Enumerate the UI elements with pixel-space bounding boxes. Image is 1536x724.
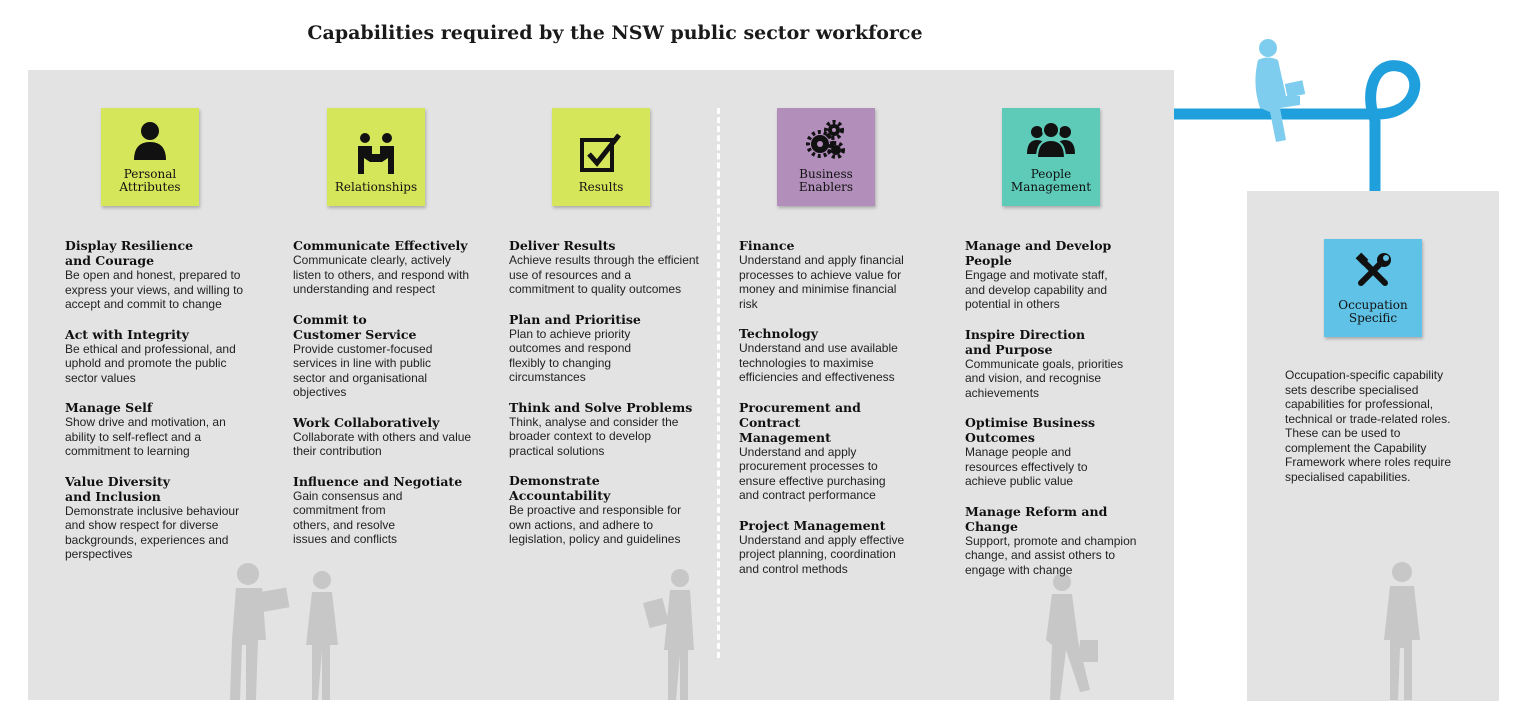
capability-title: Manage Reform and Change (965, 503, 1108, 534)
capability-title: Technology (739, 326, 819, 341)
tile-label: Business Enablers (798, 167, 854, 194)
capability-description: Achieve results through the efficient use of resources and a commitment to quality outcomes (509, 253, 699, 296)
capability-description: Manage people and resources effectively to achieve public value (965, 445, 1088, 488)
capability-title: Procurement and Contract Management (739, 399, 861, 445)
capability-description: Communicate clearly, actively listen to others, and respond with understanding and respect (293, 253, 470, 296)
tile-relationships (327, 108, 425, 206)
capability-description: Gain consensus and commitment from others, and resolve issues and conflicts (293, 488, 403, 546)
capability-title: Inspire Direction and Purpose (965, 326, 1086, 357)
capability-description: Be open and honest, prepared to express your views, and willing to accept and commit to change (65, 268, 244, 311)
tile-label: Relationships (334, 180, 418, 194)
capability-description: Understand and apply procurement processes to ensure effective purchasing and contract performance (739, 444, 886, 502)
capability-title: Demonstrate Accountability (509, 473, 611, 503)
tile-label: Occupation Specific (1338, 298, 1408, 325)
capability-item (65, 327, 245, 386)
capability-description: Provide customer-focused services in line with public sector and organisational objectives (293, 341, 433, 399)
tile-people-management (1002, 108, 1100, 206)
occupation-specific-description: Occupation-specific capability sets describe specialised capabilities for professional, technical or trade-related roles. These can be used to complement the Capability Framework where roles require specialised capabilities. (1285, 368, 1452, 484)
tile-business-enablers (777, 108, 875, 206)
capability-item (293, 415, 475, 459)
capability-title: Deliver Results (509, 238, 616, 253)
capability-title: Optimise Business Outcomes (965, 415, 1096, 445)
capability-description: Understand and use available technologies to maximise efficiencies and effectiveness (739, 341, 898, 384)
tile-results (552, 108, 650, 206)
page-title: Capabilities required by the NSW public sector workforce (307, 22, 923, 44)
column-business-enablers (739, 238, 919, 591)
capability-item (509, 400, 699, 459)
capability-description: Support, promote and champion change, and assist others to engage with change (965, 533, 1137, 577)
capability-item (739, 326, 919, 385)
capability-title: Finance (739, 238, 795, 253)
silhouette-woman (306, 571, 338, 700)
silhouette-woman-reading (643, 569, 694, 700)
group-icon (1027, 116, 1075, 164)
silhouette-walking-person (1046, 573, 1098, 700)
capability-title: Project Management (739, 517, 886, 533)
capability-item (739, 518, 919, 577)
capability-item (965, 327, 1155, 401)
capability-item (293, 312, 475, 400)
silhouette-man-with-folder (230, 563, 290, 700)
capability-title: Think and Solve Problems (509, 399, 693, 415)
gears-icon (802, 116, 850, 164)
capability-description: Understand and apply effective project planning, coordination and control methods (739, 532, 905, 576)
person-icon (126, 116, 174, 164)
silhouette-standing-man (1384, 562, 1420, 700)
capability-description: Communicate goals, priorities and vision, and recognise achievements (965, 356, 1124, 400)
column-results (509, 238, 699, 562)
capability-description: Collaborate with others and value their contribution (293, 429, 472, 458)
capability-description: Be ethical and professional, and uphold and promote the public sector values (65, 341, 236, 385)
tools-icon (1349, 247, 1397, 295)
column-relationships (293, 238, 475, 562)
capability-item (509, 473, 699, 547)
capability-item (65, 474, 245, 562)
capability-item (293, 238, 475, 297)
capability-description: Be proactive and responsible for own actions, and adhere to legislation, policy and guidelines (509, 503, 682, 546)
capability-title: Manage and Develop People (965, 238, 1112, 268)
capability-title: Communicate Effectively (293, 238, 468, 253)
capability-description: Demonstrate inclusive behaviour and show respect for diverse backgrounds, experiences and perspectives (65, 503, 240, 561)
tile-label: Personal Attributes (119, 167, 181, 194)
capability-title: Value Diversity and Inclusion (65, 473, 171, 504)
capability-description: Think, analyse and consider the broader context to develop practical solutions (509, 414, 679, 458)
capability-title: Display Resilience and Courage (65, 238, 194, 268)
capability-title: Manage Self (65, 400, 153, 415)
capability-description: Show drive and motivation, an ability to self-reflect and a commitment to learning (65, 415, 226, 458)
tile-occupation-specific (1324, 239, 1422, 337)
capability-title: Plan and Prioritise (509, 311, 641, 327)
capability-title: Commit to Customer Service (293, 311, 417, 342)
capability-title: Work Collaboratively (293, 414, 440, 430)
capability-item (965, 504, 1155, 578)
capability-item (293, 474, 475, 547)
section-divider (717, 108, 720, 658)
capability-item (739, 400, 919, 503)
capability-item (509, 312, 699, 385)
tile-label: Results (578, 180, 624, 194)
capability-description: Understand and apply financial processes to achieve value for money and minimise financial risk (739, 253, 904, 311)
tile-personal-attributes (101, 108, 199, 206)
capability-item (65, 400, 245, 459)
capability-description: Engage and motivate staff, and develop capability and potential in others (965, 268, 1108, 311)
capability-item (739, 238, 919, 311)
column-personal-attributes (65, 238, 245, 577)
capability-item (65, 238, 245, 312)
column-people-management (965, 238, 1155, 592)
capability-item (965, 415, 1155, 489)
checkbox-icon (577, 129, 625, 177)
capability-item (965, 238, 1155, 312)
capability-description: Plan to achieve priority outcomes and respond flexibly to changing circumstances (509, 326, 632, 384)
tile-label: People Management (1010, 167, 1092, 194)
capability-title: Act with Integrity (65, 326, 189, 342)
handshake-icon (352, 129, 400, 177)
capability-item (509, 238, 699, 297)
capability-title: Influence and Negotiate (293, 473, 463, 489)
